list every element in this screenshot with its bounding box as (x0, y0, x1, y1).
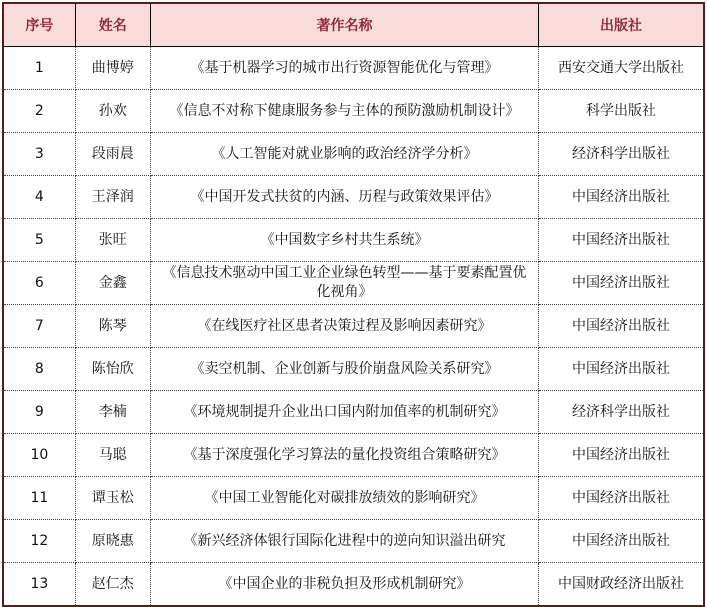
cell-number: 12 (3, 520, 75, 563)
cell-book-title: 《新兴经济体银行国际化进程中的逆向知识溢出研究 (150, 520, 538, 563)
cell-name: 陈琴 (75, 305, 150, 348)
cell-number: 1 (3, 47, 75, 90)
table-row (3, 434, 704, 477)
cell-name: 曲博婷 (75, 47, 150, 90)
publications-table (2, 2, 705, 607)
column-header-publisher: 出版社 (539, 3, 705, 47)
cell-number: 4 (3, 176, 75, 219)
table-row (3, 219, 704, 262)
column-header-number: 序号 (3, 3, 75, 47)
table-row (3, 477, 704, 520)
table-row (3, 262, 704, 305)
cell-name: 马聪 (75, 434, 150, 477)
cell-book-title: 《基于机器学习的城市出行资源智能优化与管理》 (150, 47, 538, 90)
table-row (3, 90, 704, 133)
cell-name: 孙欢 (75, 90, 150, 133)
cell-book-title: 《中国工业智能化对碳排放绩效的影响研究》 (150, 477, 538, 520)
table-row (3, 348, 704, 391)
cell-name: 李楠 (75, 391, 150, 434)
cell-publisher: 中国经济出版社 (539, 219, 705, 262)
cell-publisher: 中国经济出版社 (539, 520, 705, 563)
cell-name: 金鑫 (75, 262, 150, 305)
cell-book-title: 《人工智能对就业影响的政治经济学分析》 (150, 133, 538, 176)
header-row (3, 3, 704, 47)
table-row (3, 47, 704, 90)
table-header (3, 3, 704, 47)
cell-book-title: 《环境规制提升企业出口国内附加值率的机制研究》 (150, 391, 538, 434)
cell-name: 王泽润 (75, 176, 150, 219)
table-row (3, 563, 704, 607)
cell-book-title: 《基于深度强化学习算法的量化投资组合策略研究》 (150, 434, 538, 477)
cell-name: 谭玉松 (75, 477, 150, 520)
cell-publisher: 中国财政经济出版社 (539, 563, 705, 607)
cell-number: 13 (3, 563, 75, 607)
cell-number: 6 (3, 262, 75, 305)
cell-number: 9 (3, 391, 75, 434)
cell-name: 陈怡欣 (75, 348, 150, 391)
cell-number: 11 (3, 477, 75, 520)
cell-number: 2 (3, 90, 75, 133)
cell-book-title: 《信息不对称下健康服务参与主体的预防激励机制设计》 (150, 90, 538, 133)
cell-name: 原晓惠 (75, 520, 150, 563)
cell-publisher: 中国经济出版社 (539, 348, 705, 391)
cell-book-title: 《中国企业的非税负担及形成机制研究》 (150, 563, 538, 607)
cell-name: 张旺 (75, 219, 150, 262)
cell-publisher: 中国经济出版社 (539, 176, 705, 219)
table-row (3, 520, 704, 563)
cell-name: 赵仁杰 (75, 563, 150, 607)
cell-number: 5 (3, 219, 75, 262)
cell-book-title: 《中国开发式扶贫的内涵、历程与政策效果评估》 (150, 176, 538, 219)
cell-book-title: 《信息技术驱动中国工业企业绿色转型——基于要素配置优化视角》 (150, 262, 538, 305)
cell-book-title: 《在线医疗社区患者决策过程及影响因素研究》 (150, 305, 538, 348)
cell-number: 7 (3, 305, 75, 348)
cell-book-title: 《卖空机制、企业创新与股价崩盘风险关系研究》 (150, 348, 538, 391)
cell-number: 8 (3, 348, 75, 391)
cell-publisher: 中国经济出版社 (539, 434, 705, 477)
cell-publisher: 经济科学出版社 (539, 133, 705, 176)
cell-publisher: 经济科学出版社 (539, 391, 705, 434)
cell-publisher: 中国经济出版社 (539, 305, 705, 348)
column-header-title: 著作名称 (150, 3, 538, 47)
table-row (3, 133, 704, 176)
column-header-name: 姓名 (75, 3, 150, 47)
cell-publisher: 中国经济出版社 (539, 477, 705, 520)
table-row (3, 305, 704, 348)
table-row (3, 391, 704, 434)
cell-name: 段雨晨 (75, 133, 150, 176)
cell-book-title: 《中国数字乡村共生系统》 (150, 219, 538, 262)
cell-number: 10 (3, 434, 75, 477)
cell-number: 3 (3, 133, 75, 176)
table-row (3, 176, 704, 219)
table-body (3, 47, 704, 607)
cell-publisher: 科学出版社 (539, 90, 705, 133)
cell-publisher: 中国经济出版社 (539, 262, 705, 305)
cell-publisher: 西安交通大学出版社 (539, 47, 705, 90)
